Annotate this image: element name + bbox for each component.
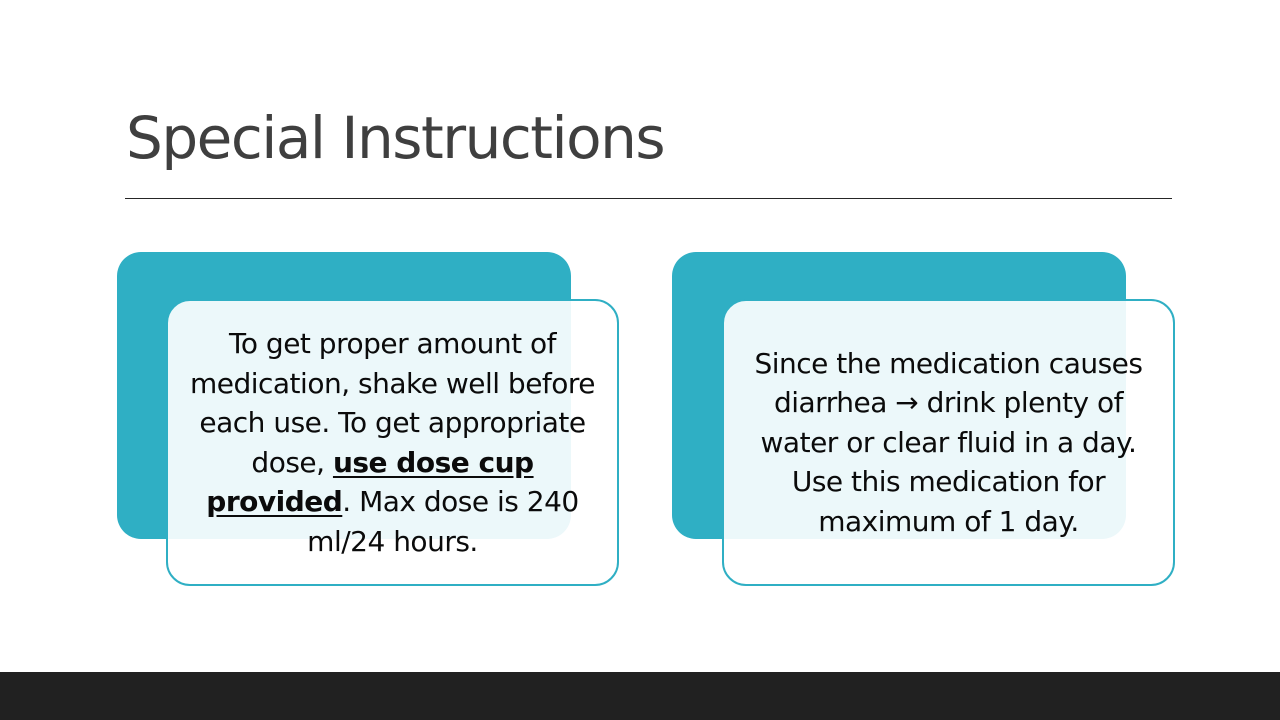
card-1-emphasis: use dose cup provided: [206, 445, 534, 518]
slide-title: Special Instructions: [126, 104, 665, 172]
card-1-text-after: . Max dose is 240 ml/24 hours.: [307, 485, 579, 558]
card-1-text: [178, 324, 607, 561]
card-2-text-after: drink plenty of water or clear fluid in a day. Use this medication for maximum of 1 day.: [760, 386, 1137, 538]
card-1-text-before: To get proper amount of medication, shake well before each use. To get appropriate dose,: [189, 327, 596, 479]
card-2-text: [734, 344, 1163, 542]
card-2: [722, 299, 1175, 586]
card-2-text-before: Since the medication causes diarrhea: [754, 346, 1143, 420]
arrow-right-icon: →: [895, 386, 919, 420]
footer-bar: [0, 672, 1280, 720]
title-divider: [125, 198, 1172, 199]
card-1: [166, 299, 619, 586]
